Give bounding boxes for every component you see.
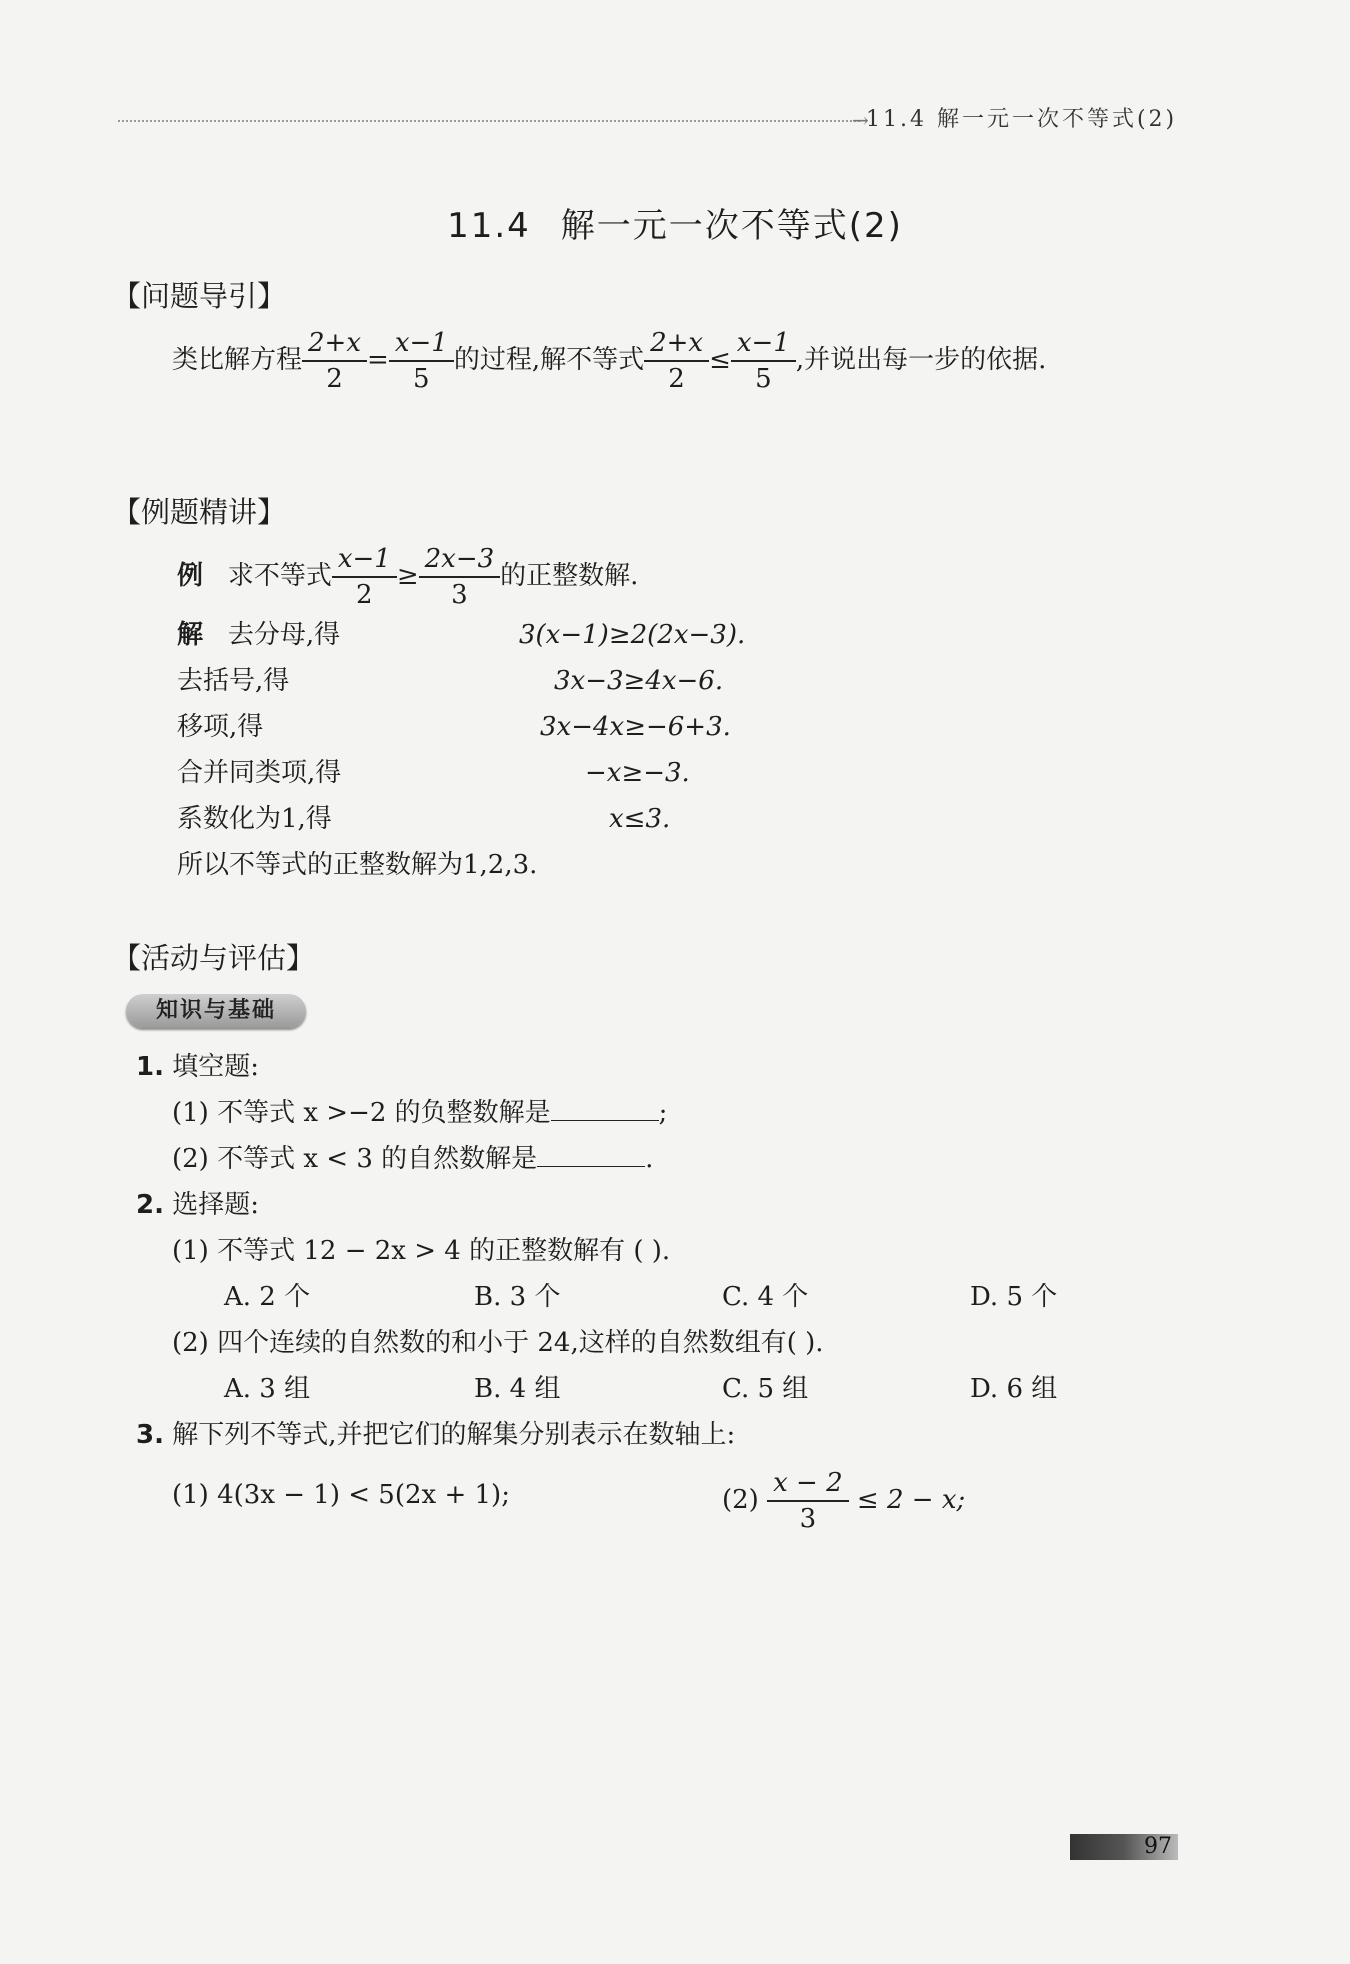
title-number: 11.4 — [447, 206, 531, 246]
fraction-numerator: x−1 — [337, 544, 391, 574]
question-2-part-1: (1) 不等式 12 − 2x > 4 的正整数解有 ( ). — [172, 1236, 671, 1266]
question-1 — [136, 1050, 259, 1084]
guide-text-1: 类比解方程 — [172, 345, 303, 375]
solution-label: 解 — [177, 620, 204, 650]
guide-text — [172, 330, 1046, 392]
header-arrow-icon: → — [852, 108, 869, 132]
step-equation: 3x−3≥4x−6. — [554, 666, 724, 696]
section-heading-example: 【例题精讲】 — [112, 495, 287, 529]
step-label: 系数化为1,得 — [177, 804, 332, 834]
guide-fraction-3 — [647, 330, 706, 392]
part-suffix: ≤ 2 − x; — [856, 1485, 966, 1515]
fraction-numerator: x−1 — [394, 328, 448, 358]
example-text-1: 求不等式 — [227, 561, 332, 591]
fraction-denominator: 2 — [302, 360, 367, 392]
part-end: . — [645, 1144, 654, 1174]
example-label: 例 — [177, 561, 204, 591]
fraction-denominator: 5 — [731, 360, 796, 392]
step-label: 移项,得 — [177, 712, 264, 742]
fraction-denominator: 5 — [389, 360, 454, 392]
fraction-denominator: 2 — [332, 576, 397, 608]
question-3 — [136, 1418, 735, 1452]
example-fraction-2 — [422, 546, 498, 608]
conclusion-text: 所以不等式的正整数解为1,2,3. — [177, 850, 538, 880]
fraction-denominator: 2 — [644, 360, 709, 392]
answer-blank[interactable] — [537, 1144, 645, 1167]
fraction-denominator: 3 — [767, 1500, 849, 1532]
ge-sign: ≥ — [396, 561, 419, 591]
fraction-numerator: 2+x — [650, 328, 704, 358]
step-label: 去括号,得 — [177, 666, 290, 696]
knowledge-badge: 知识与基础 — [126, 994, 306, 1028]
question-number: 3. — [136, 1420, 164, 1450]
fraction-numerator: 2+x — [308, 328, 362, 358]
option-a[interactable]: A. 3 组 — [224, 1374, 311, 1404]
question-text: 解下列不等式,并把它们的解集分别表示在数轴上: — [172, 1420, 736, 1450]
question-2-part-2: (2) 四个连续的自然数的和小于 24,这样的自然数组有( ). — [172, 1328, 824, 1358]
step-equation: 3(x−1)≥2(2x−3). — [519, 620, 746, 650]
header-dotted-rule — [118, 120, 860, 122]
page-title — [0, 198, 1350, 247]
fraction-numerator: x − 2 — [773, 1468, 843, 1498]
fraction-denominator: 3 — [419, 576, 501, 608]
question-text: 选择题: — [172, 1190, 259, 1220]
question-1-part-1 — [172, 1096, 667, 1130]
part-end: ; — [658, 1098, 668, 1128]
example-text-2: 的正整数解. — [500, 561, 639, 591]
question-number: 2. — [136, 1190, 164, 1220]
option-c[interactable]: C. 5 组 — [722, 1374, 809, 1404]
section-heading-guide: 【问题导引】 — [112, 279, 287, 313]
section-heading-activity: 【活动与评估】 — [112, 941, 316, 975]
guide-fraction-2 — [392, 330, 451, 392]
option-d[interactable]: D. 6 组 — [970, 1374, 1058, 1404]
part-prefix: (2) — [722, 1485, 759, 1515]
guide-fraction-1 — [305, 330, 364, 392]
option-c[interactable]: C. 4 个 — [722, 1282, 809, 1312]
example-question — [177, 546, 638, 608]
question-text: 填空题: — [172, 1052, 259, 1082]
option-b[interactable]: B. 4 组 — [474, 1374, 561, 1404]
answer-blank[interactable] — [551, 1098, 659, 1121]
step-label: 合并同类项,得 — [177, 758, 342, 788]
page-number-bar — [1070, 1834, 1178, 1860]
part-text: (2) 不等式 x < 3 的自然数解是 — [172, 1144, 538, 1174]
fraction-numerator: 2x−3 — [424, 544, 495, 574]
fraction-numerator: x−1 — [736, 328, 790, 358]
step-equation: −x≥−3. — [585, 758, 690, 788]
question-3-part-1: (1) 4(3x − 1) < 5(2x + 1); — [172, 1480, 510, 1510]
step-equation: 3x−4x≥−6+3. — [540, 712, 731, 742]
option-b[interactable]: B. 3 个 — [474, 1282, 561, 1312]
question-2 — [136, 1188, 259, 1222]
title-text: 解一元一次不等式(2) — [560, 206, 903, 246]
le-sign: ≤ — [709, 345, 731, 375]
guide-fraction-4 — [734, 330, 793, 392]
part-text: (1) 不等式 x >−2 的负整数解是 — [172, 1098, 551, 1128]
guide-text-3: ,并说出每一步的依据. — [795, 345, 1047, 375]
question-number: 1. — [136, 1052, 164, 1082]
running-head: 11.4 解一元一次不等式(2) — [866, 107, 1178, 132]
step-label-text: 去分母,得 — [227, 620, 341, 650]
equals-sign: = — [367, 345, 389, 375]
page-number: 97 — [1144, 1834, 1172, 1859]
step-equation: x≤3. — [609, 804, 671, 834]
guide-text-2: 的过程,解不等式 — [453, 345, 645, 375]
step-label — [177, 612, 340, 658]
option-a[interactable]: A. 2 个 — [224, 1282, 311, 1312]
option-d[interactable]: D. 5 个 — [970, 1282, 1058, 1312]
example-fraction-1 — [335, 546, 394, 608]
question-1-part-2 — [172, 1142, 653, 1176]
q3-fraction — [770, 1470, 846, 1532]
question-3-part-2 — [722, 1470, 965, 1532]
